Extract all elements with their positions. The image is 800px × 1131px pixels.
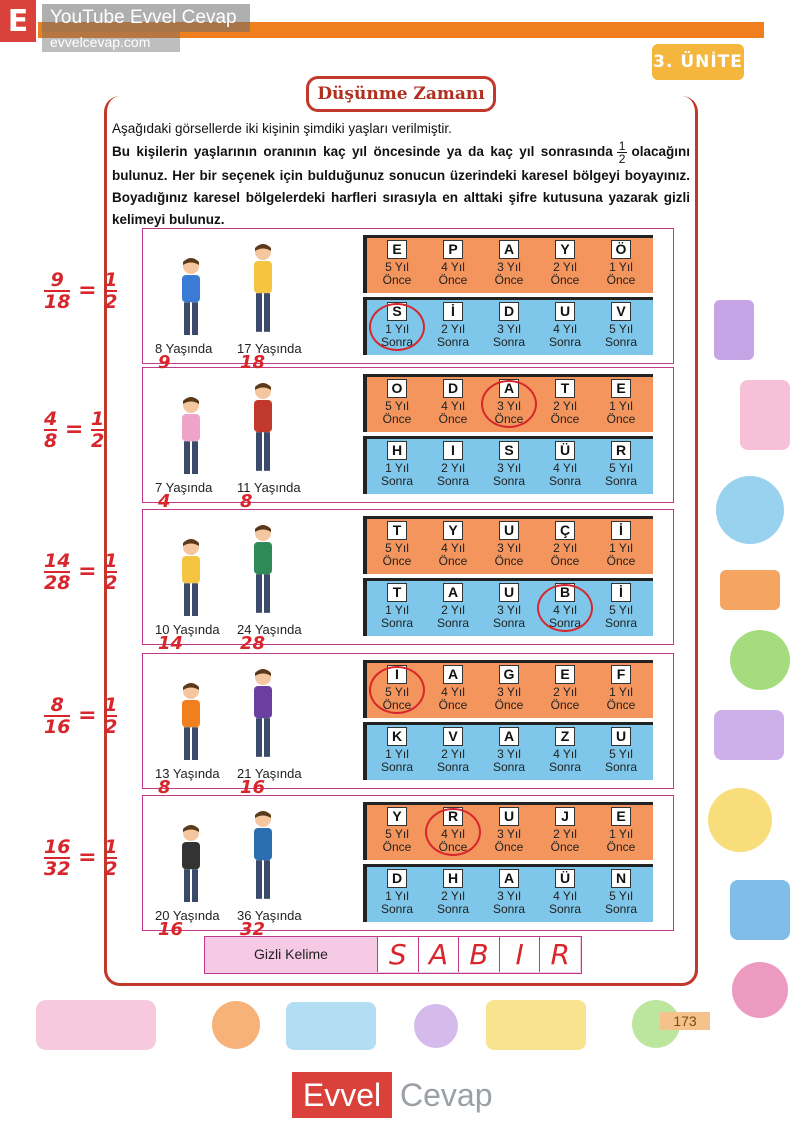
option-direction: Önce: [494, 840, 524, 854]
option-cell[interactable]: [481, 521, 537, 568]
option-years: 1 Yıl: [609, 541, 633, 555]
option-letter: H: [387, 441, 407, 460]
problem-row: [142, 509, 674, 645]
option-direction: Önce: [382, 698, 412, 712]
option-years: 5 Yıl: [385, 685, 409, 699]
option-years: 3 Yıl: [497, 747, 521, 761]
option-years: 5 Yıl: [385, 260, 409, 274]
option-cell[interactable]: [425, 583, 481, 630]
option-years: 4 Yıl: [441, 541, 465, 555]
option-cell[interactable]: [537, 807, 593, 854]
years-after-panel: [363, 436, 653, 494]
option-cell[interactable]: [593, 379, 649, 426]
handwritten-age: 14: [158, 633, 184, 654]
option-direction: Sonra: [380, 474, 414, 488]
decorative-letters-bottom: [36, 990, 766, 1050]
older-person-age: 17 Yaşında: [237, 341, 302, 356]
option-years: 5 Yıl: [609, 603, 633, 617]
option-years: 3 Yıl: [497, 260, 521, 274]
handwritten-ratio: $\frac{4}{8}$ = $\frac{1}{2}$: [44, 408, 105, 452]
option-letter: Ö: [611, 240, 631, 259]
handwritten-ratio: $\frac{16}{32}$ = $\frac{1}{2}$: [44, 836, 118, 880]
option-cell[interactable]: [481, 807, 537, 854]
option-letter: U: [499, 583, 519, 602]
answer-circle: [369, 303, 425, 351]
instructions-bold-2: olacağını bulunuz. Her bir seçenek için bulduğunuz sonucun üzerindeki karesel bölgeyi boyayınız. Boyadığınız karesel bölgelerdeki harfleri sırasıyla en alttaki şifre kutusuna yazarak gizli kelimeyi bulunuz.: [112, 144, 690, 227]
option-years: 3 Yıl: [497, 541, 521, 555]
option-direction: Sonra: [492, 902, 526, 916]
younger-person-figure: [173, 682, 209, 765]
option-cell[interactable]: [481, 302, 537, 349]
option-letter: İ: [443, 302, 463, 321]
option-cell[interactable]: [425, 727, 481, 774]
option-direction: Sonra: [604, 760, 638, 774]
unit-badge: 3. ÜNİTE: [652, 44, 744, 80]
option-direction: Önce: [606, 273, 636, 287]
younger-person-figure: [173, 824, 209, 907]
option-direction: Sonra: [380, 760, 414, 774]
option-letter: U: [555, 302, 575, 321]
option-cell[interactable]: [481, 583, 537, 630]
option-years: 3 Yıl: [497, 461, 521, 475]
option-direction: Sonra: [380, 902, 414, 916]
option-letter: A: [443, 665, 463, 684]
option-years: 2 Yıl: [553, 399, 577, 413]
option-direction: Önce: [606, 554, 636, 568]
option-years: 1 Yıl: [385, 747, 409, 761]
option-cell[interactable]: [369, 441, 425, 488]
watermark-badge: E: [0, 0, 36, 42]
handwritten-ratio: $\frac{9}{18}$ = $\frac{1}{2}$: [44, 269, 118, 313]
option-direction: Önce: [550, 554, 580, 568]
footer-brand: [292, 1072, 506, 1118]
option-cell[interactable]: [369, 869, 425, 916]
option-letter: U: [611, 727, 631, 746]
option-letter: D: [499, 302, 519, 321]
option-cell[interactable]: [537, 869, 593, 916]
option-years: 4 Yıl: [441, 827, 465, 841]
option-letter: B: [555, 583, 575, 602]
option-direction: Sonra: [436, 760, 470, 774]
years-before-panel: [363, 516, 653, 574]
option-direction: Önce: [550, 698, 580, 712]
option-cell[interactable]: [537, 302, 593, 349]
option-years: 1 Yıl: [385, 322, 409, 336]
option-direction: Önce: [494, 554, 524, 568]
option-letter: I: [387, 665, 407, 684]
answer-circle: [425, 808, 481, 856]
option-cell[interactable]: [369, 727, 425, 774]
problem-row: [142, 367, 674, 503]
option-years: 1 Yıl: [609, 399, 633, 413]
instructions: [112, 118, 690, 231]
option-letter: T: [555, 379, 575, 398]
option-letter: A: [499, 379, 519, 398]
option-cell[interactable]: [481, 665, 537, 712]
option-cell[interactable]: [481, 441, 537, 488]
younger-person-age: 13 Yaşında: [155, 766, 220, 781]
older-person-age: 11 Yaşında: [237, 480, 301, 495]
handwritten-age: 9: [158, 352, 171, 373]
people-illustration: [143, 654, 361, 787]
option-years: 4 Yıl: [553, 603, 577, 617]
option-years: 3 Yıl: [497, 889, 521, 903]
option-letter: O: [387, 379, 407, 398]
older-person-figure: [245, 243, 281, 340]
option-direction: Sonra: [604, 474, 638, 488]
footer-brand-red: Evvel: [292, 1072, 392, 1118]
option-direction: Sonra: [548, 902, 582, 916]
option-direction: Sonra: [492, 335, 526, 349]
option-direction: Önce: [438, 554, 468, 568]
option-direction: Sonra: [436, 616, 470, 630]
option-years: 2 Yıl: [441, 603, 465, 617]
answer-circle: [537, 584, 593, 632]
option-letter: Y: [387, 807, 407, 826]
option-letter: R: [611, 441, 631, 460]
option-cell[interactable]: [425, 240, 481, 287]
secret-word-box: [204, 936, 582, 974]
option-direction: Sonra: [548, 335, 582, 349]
page-number: 173: [660, 1012, 710, 1030]
option-years: 2 Yıl: [553, 541, 577, 555]
option-years: 5 Yıl: [609, 747, 633, 761]
option-direction: Sonra: [492, 474, 526, 488]
option-direction: Önce: [382, 554, 412, 568]
option-cell[interactable]: [537, 727, 593, 774]
option-direction: Önce: [550, 840, 580, 854]
younger-person-age: 8 Yaşında: [155, 341, 213, 356]
option-years: 4 Yıl: [553, 747, 577, 761]
option-letter: N: [611, 869, 631, 888]
option-letter: P: [443, 240, 463, 259]
handwritten-age: 16: [158, 919, 184, 940]
option-years: 4 Yıl: [553, 889, 577, 903]
option-direction: Önce: [606, 412, 636, 426]
years-after-panel: [363, 297, 653, 355]
younger-person-age: 20 Yaşında: [155, 908, 220, 923]
option-years: 3 Yıl: [497, 685, 521, 699]
option-letter: A: [499, 727, 519, 746]
option-letter: Ç: [555, 521, 575, 540]
option-letter: S: [387, 302, 407, 321]
older-person-age: 21 Yaşında: [237, 766, 302, 781]
option-letter: A: [443, 583, 463, 602]
option-cell[interactable]: [593, 583, 649, 630]
option-years: 4 Yıl: [553, 322, 577, 336]
option-letter: E: [387, 240, 407, 259]
option-cell[interactable]: [537, 521, 593, 568]
option-letter: Y: [555, 240, 575, 259]
option-letter: V: [611, 302, 631, 321]
option-years: 3 Yıl: [497, 827, 521, 841]
problem-row: [142, 653, 674, 789]
option-letter: İ: [611, 583, 631, 602]
option-letter: T: [387, 583, 407, 602]
people-illustration: [143, 510, 361, 643]
option-letter: I: [443, 441, 463, 460]
option-years: 5 Yıl: [609, 322, 633, 336]
option-cell[interactable]: [369, 583, 425, 630]
option-years: 5 Yıl: [609, 889, 633, 903]
option-cell[interactable]: [425, 869, 481, 916]
option-years: 2 Yıl: [553, 685, 577, 699]
option-letter: D: [443, 379, 463, 398]
option-letter: E: [555, 665, 575, 684]
option-years: 2 Yıl: [441, 747, 465, 761]
option-letter: A: [499, 240, 519, 259]
option-letter: K: [387, 727, 407, 746]
handwritten-age: 16: [240, 777, 266, 798]
secret-letter-slot[interactable]: A: [418, 937, 459, 972]
handwritten-age: 18: [240, 352, 266, 373]
option-direction: Sonra: [604, 335, 638, 349]
option-direction: Önce: [550, 412, 580, 426]
option-cell[interactable]: [425, 521, 481, 568]
option-letter: Y: [443, 521, 463, 540]
answer-circle: [369, 666, 425, 714]
option-direction: Sonra: [436, 902, 470, 916]
option-cell[interactable]: [369, 807, 425, 854]
option-cell[interactable]: [425, 302, 481, 349]
option-direction: Sonra: [548, 616, 582, 630]
option-cell[interactable]: [593, 727, 649, 774]
option-cell[interactable]: [593, 441, 649, 488]
option-years: 4 Yıl: [441, 685, 465, 699]
option-years: 5 Yıl: [609, 461, 633, 475]
instructions-bold-1: Bu kişilerin yaşlarının oranının kaç yıl öncesinde ya da kaç yıl sonrasında: [112, 144, 613, 160]
option-years: 2 Yıl: [553, 827, 577, 841]
option-letter: V: [443, 727, 463, 746]
option-letter: A: [499, 869, 519, 888]
option-direction: Sonra: [436, 335, 470, 349]
option-years: 3 Yıl: [497, 399, 521, 413]
years-before-panel: [363, 235, 653, 293]
option-letter: R: [443, 807, 463, 826]
instructions-fraction: $\frac{1}{2}$: [618, 139, 626, 166]
option-cell[interactable]: [369, 379, 425, 426]
option-cell[interactable]: [369, 240, 425, 287]
years-after-panel: [363, 722, 653, 780]
older-person-figure: [245, 668, 281, 765]
handwritten-age: 4: [158, 491, 171, 512]
problem-row: [142, 795, 674, 931]
instructions-body: [112, 140, 690, 231]
option-direction: Sonra: [604, 902, 638, 916]
option-direction: Önce: [382, 273, 412, 287]
option-direction: Sonra: [492, 760, 526, 774]
years-before-panel: [363, 374, 653, 432]
option-years: 2 Yıl: [553, 260, 577, 274]
option-direction: Önce: [382, 840, 412, 854]
footer-brand-gray: Cevap: [400, 1077, 493, 1113]
option-direction: Önce: [438, 273, 468, 287]
option-years: 1 Yıl: [609, 827, 633, 841]
older-person-age: 24 Yaşında: [237, 622, 302, 637]
option-cell[interactable]: [537, 665, 593, 712]
younger-person-age: 7 Yaşında: [155, 480, 213, 495]
option-cell[interactable]: [425, 441, 481, 488]
option-years: 3 Yıl: [497, 322, 521, 336]
option-cell[interactable]: [481, 240, 537, 287]
problem-row: [142, 228, 674, 364]
option-direction: Önce: [606, 840, 636, 854]
option-direction: Önce: [494, 412, 524, 426]
option-letter: J: [555, 807, 575, 826]
option-cell[interactable]: [537, 379, 593, 426]
option-direction: Önce: [438, 412, 468, 426]
option-letter: U: [499, 807, 519, 826]
option-direction: Sonra: [548, 474, 582, 488]
handwritten-age: 32: [240, 919, 266, 940]
option-years: 5 Yıl: [385, 399, 409, 413]
people-illustration: [143, 368, 361, 501]
option-cell[interactable]: [593, 302, 649, 349]
older-person-figure: [245, 524, 281, 621]
option-direction: Sonra: [380, 335, 414, 349]
option-years: 1 Yıl: [385, 889, 409, 903]
option-letter: İ: [611, 521, 631, 540]
option-letter: E: [611, 379, 631, 398]
years-after-panel: [363, 578, 653, 636]
secret-letter-slot[interactable]: B: [458, 937, 499, 972]
option-years: 1 Yıl: [385, 603, 409, 617]
handwritten-age: 8: [240, 491, 253, 512]
people-illustration: [143, 796, 361, 929]
option-direction: Önce: [606, 698, 636, 712]
option-years: 1 Yıl: [609, 685, 633, 699]
option-years: 1 Yıl: [385, 461, 409, 475]
instructions-line1: Aşağıdaki görsellerde iki kişinin şimdiki yaşları verilmiştir.: [112, 121, 452, 136]
option-letter: G: [499, 665, 519, 684]
younger-person-figure: [173, 396, 209, 479]
younger-person-age: 10 Yaşında: [155, 622, 220, 637]
option-letter: F: [611, 665, 631, 684]
option-direction: Önce: [550, 273, 580, 287]
option-cell[interactable]: [369, 521, 425, 568]
secret-letter-slot[interactable]: R: [539, 937, 580, 972]
decorative-letters-right: [700, 280, 800, 1040]
option-cell[interactable]: [593, 240, 649, 287]
option-years: 1 Yıl: [609, 260, 633, 274]
option-years: 2 Yıl: [441, 889, 465, 903]
secret-letter-slot[interactable]: I: [499, 937, 540, 972]
option-years: 2 Yıl: [441, 461, 465, 475]
option-years: 3 Yıl: [497, 603, 521, 617]
option-direction: Sonra: [548, 760, 582, 774]
option-cell[interactable]: [425, 665, 481, 712]
option-direction: Önce: [438, 840, 468, 854]
watermark-url: evvelcevap.com: [42, 32, 180, 52]
option-letter: H: [443, 869, 463, 888]
option-cell[interactable]: [593, 807, 649, 854]
option-cell[interactable]: [537, 240, 593, 287]
watermark-title: YouTube Evvel Cevap: [42, 4, 250, 32]
option-cell[interactable]: [481, 869, 537, 916]
option-direction: Sonra: [604, 616, 638, 630]
option-letter: Ü: [555, 441, 575, 460]
option-direction: Önce: [494, 698, 524, 712]
option-letter: Ü: [555, 869, 575, 888]
option-cell[interactable]: [593, 869, 649, 916]
years-before-panel: [363, 660, 653, 718]
secret-letter-slot[interactable]: S: [377, 937, 418, 972]
handwritten-age: 28: [240, 633, 266, 654]
secret-word-slots: [377, 937, 580, 972]
answer-circle: [481, 380, 537, 428]
younger-person-figure: [173, 538, 209, 621]
option-letter: U: [499, 521, 519, 540]
option-letter: E: [611, 807, 631, 826]
option-years: 4 Yıl: [441, 399, 465, 413]
option-letter: S: [499, 441, 519, 460]
older-person-age: 36 Yaşında: [237, 908, 302, 923]
option-years: 5 Yıl: [385, 541, 409, 555]
people-illustration: [143, 229, 361, 362]
option-years: 2 Yıl: [441, 322, 465, 336]
option-direction: Sonra: [380, 616, 414, 630]
option-direction: Önce: [382, 412, 412, 426]
years-after-panel: [363, 864, 653, 922]
option-letter: D: [387, 869, 407, 888]
younger-person-figure: [173, 257, 209, 340]
option-direction: Önce: [438, 698, 468, 712]
section-title: Düşünme Zamanı: [306, 76, 496, 112]
option-years: 5 Yıl: [385, 827, 409, 841]
option-letter: T: [387, 521, 407, 540]
option-direction: Sonra: [492, 616, 526, 630]
older-person-figure: [245, 810, 281, 907]
option-cell[interactable]: [593, 521, 649, 568]
years-before-panel: [363, 802, 653, 860]
option-direction: Önce: [494, 273, 524, 287]
option-cell[interactable]: [425, 379, 481, 426]
option-letter: Z: [555, 727, 575, 746]
older-person-figure: [245, 382, 281, 479]
handwritten-ratio: $\frac{8}{16}$ = $\frac{1}{2}$: [44, 694, 118, 738]
option-years: 4 Yıl: [441, 260, 465, 274]
option-cell[interactable]: [537, 441, 593, 488]
option-years: 4 Yıl: [553, 461, 577, 475]
option-cell[interactable]: [481, 727, 537, 774]
handwritten-ratio: $\frac{14}{28}$ = $\frac{1}{2}$: [44, 550, 118, 594]
option-cell[interactable]: [593, 665, 649, 712]
handwritten-age: 8: [158, 777, 171, 798]
secret-word-label: Gizli Kelime: [254, 946, 328, 962]
option-direction: Sonra: [436, 474, 470, 488]
